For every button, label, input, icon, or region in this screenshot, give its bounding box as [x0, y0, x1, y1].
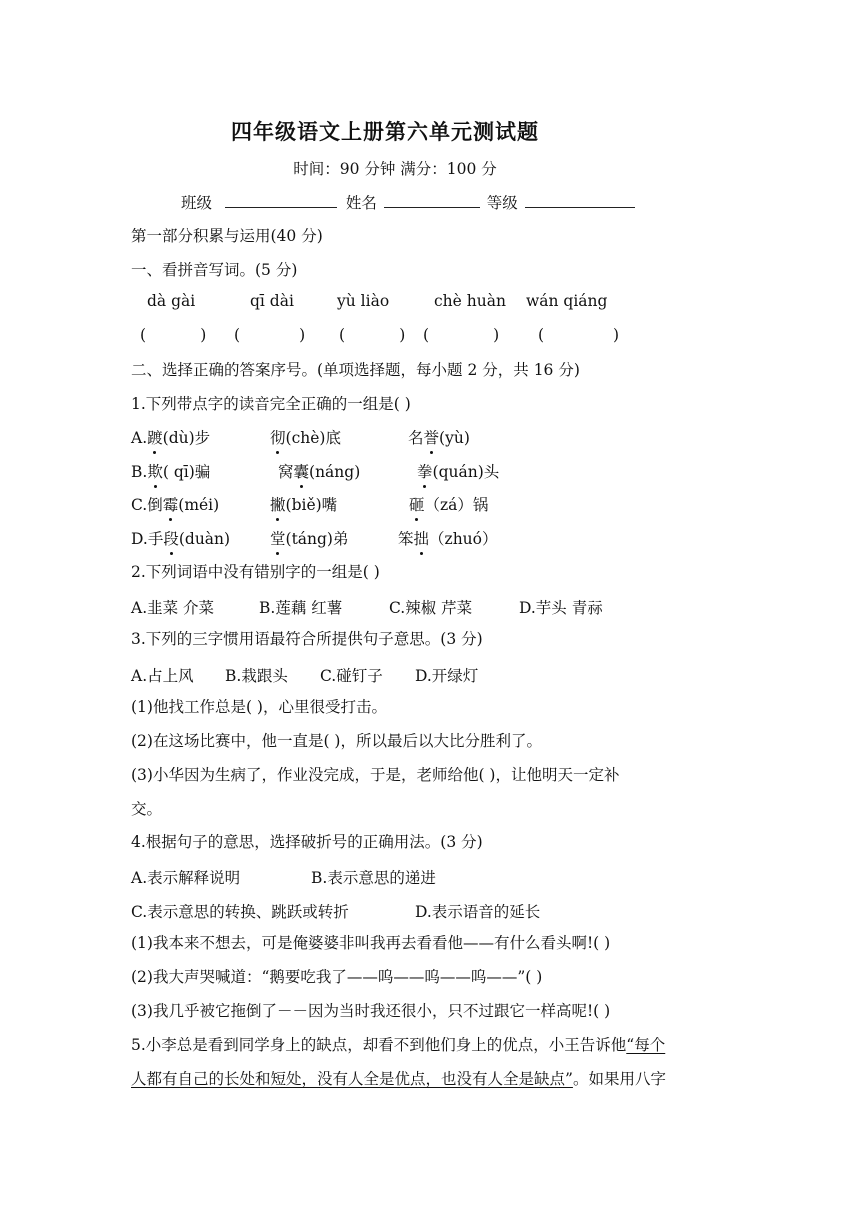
question-2-3-stem: 3.下列的三字惯用语最符合所提供句子意思。(3 分): [131, 630, 483, 648]
exam-page: 四年级语文上册第六单元测试题 时间：90 分钟 满分：100 分 班级 姓名 等级 第一部分积累与运用(40 分) 一、看拼音写词。(5 分) dà gài qī dài yù liào chè huàn wán qiáng ( ) ( ) ( ) ( ) ( ) 二、选择正确的答案序号。(单项选择题，每小题 2 分，共 16 分) 1.下列带点字的读音完全正确的一组是( ) A.踱(dù)步 彻(chè)底 名誉(yù) B.欺( qī)骗 窝囊(náng) 拳(quán)头 C.倒霉(méi) 撇(biě)嘴 砸（zá）锅 D.手段(duàn) 堂(táng)弟 笨拙（zhuó） 2.下列词语中没有错别字的一组是( ) A.韭菜 介菜 B.莲藕 红薯 C.辣椒 芹菜 D.芋头 青祘 3.下列的三字惯用语最符合所提供句子意思。(3 分) A.占上风 B.栽跟头 C.碰钉子 D.开绿灯 (1)他找工作总是( )，心里很受打击。 (2)在这场比赛中，他一直是( )，所以最后以大比分胜利了。 (3)小华因为生病了，作业没完成，于是，老师给他( )，让他明天一定补 交。 4.根据句子的意思，选择破折号的正确用法。(3 分) A.表示解释说明 B.表示意思的递进 C.表示意思的转换、跳跃或转折 D.表示语音的延长 (1)我本来不想去，可是俺婆婆非叫我再去看看他——有什么看头啊!( ) (2)我大声哭喊道：“鹅要吃我了——呜——呜——呜——”( ) (3)我几乎被它拖倒了－－因为当时我还很小，只不过跟它一样高呢!( ) 5.小李总是看到同学身上的缺点，却看不到他们身上的优点，小王告诉他“每个 人都有自己的长处和短处，没有人全是优点，也没有人全是缺点”。如果用八字: [0, 0, 860, 1216]
option-label: A.: [131, 429, 148, 447]
pinyin-item: yù liào: [337, 292, 390, 310]
option: A.表示解释说明: [131, 869, 241, 887]
dotted-char: 誉: [424, 426, 440, 448]
option: A.韭菜 介菜: [131, 599, 215, 617]
pinyin-item: qī dài: [250, 292, 294, 310]
option-label: B.: [131, 463, 148, 481]
class-label: 班级: [181, 194, 213, 212]
answer-box[interactable]: ( ): [538, 326, 620, 344]
sentence: (1)我本来不想去，可是俺婆婆非叫我再去看看他——有什么看头啊!( ): [131, 934, 611, 952]
part-one-heading: 第一部分积累与运用(40 分): [131, 227, 323, 245]
student-info-row: [181, 191, 635, 213]
question-one-heading: 一、看拼音写词。(5 分): [131, 261, 298, 279]
question-2-1-stem: 1.下列带点字的读音完全正确的一组是( ): [131, 395, 411, 413]
name-blank[interactable]: [384, 193, 480, 208]
answer-box[interactable]: ( ): [234, 326, 306, 344]
exam-time-score: 时间：90 分钟 满分：100 分: [293, 160, 497, 178]
pinyin-item: wán qiáng: [526, 292, 608, 310]
option: D.表示语音的延长: [415, 903, 541, 921]
dotted-char: 拳: [417, 460, 433, 482]
answer-box[interactable]: ( ): [140, 326, 207, 344]
dotted-char: 砸: [409, 493, 425, 515]
answer-box[interactable]: ( ): [423, 326, 500, 344]
option: D.开绿灯: [415, 667, 479, 685]
pinyin-item: dà gài: [147, 292, 196, 310]
option: C.碰钉子: [320, 667, 383, 685]
name-label: 姓名: [345, 194, 377, 212]
option-label: D.: [131, 530, 148, 548]
question-2-5-line-1: 5.小李总是看到同学身上的缺点，却看不到他们身上的优点，小王告诉他“每个: [131, 1036, 666, 1054]
sentence: (2)在这场比赛中，他一直是( )，所以最后以大比分胜利了。: [131, 732, 542, 750]
underlined-quote: “每个: [626, 1036, 666, 1054]
pinyin-item: chè huàn: [434, 292, 506, 310]
grade-blank[interactable]: [525, 193, 635, 208]
underlined-quote: 人都有自己的长处和短处，没有人全是优点，也没有人全是缺点”: [131, 1070, 573, 1088]
option: D.芋头 青祘: [519, 599, 603, 617]
question-2-4-stem: 4.根据句子的意思，选择破折号的正确用法。(3 分): [131, 833, 483, 851]
dotted-char: 撇: [270, 493, 286, 515]
dotted-char: 彻: [270, 426, 286, 448]
sentence: (3)小华因为生病了，作业没完成，于是，老师给他( )，让他明天一定补: [131, 766, 620, 784]
question-two-heading: 二、选择正确的答案序号。(单项选择题，每小题 2 分，共 16 分): [131, 361, 580, 379]
dotted-char: 堂: [270, 527, 286, 549]
dotted-char: 囊: [294, 460, 310, 482]
question-2-5-line-2: 人都有自己的长处和短处，没有人全是优点，也没有人全是缺点”。如果用八字: [131, 1070, 666, 1088]
sentence: (2)我大声哭喊道：“鹅要吃我了——呜——呜——呜——”( ): [131, 968, 543, 986]
sentence-continued: 交。: [131, 800, 163, 818]
class-blank[interactable]: [225, 193, 337, 208]
option: A.占上风: [131, 667, 194, 685]
page-title: 四年级语文上册第六单元测试题: [231, 120, 539, 144]
grade-label: 等级: [486, 194, 518, 212]
option: C.表示意思的转换、跳跃或转折: [131, 903, 349, 921]
option: B.表示意思的递进: [311, 869, 436, 887]
option-label: C.: [131, 496, 148, 514]
dotted-char: 拙: [414, 527, 430, 549]
answer-box[interactable]: ( ): [339, 326, 406, 344]
option: B.栽跟头: [225, 667, 288, 685]
sentence: (1)他找工作总是( )，心里很受打击。: [131, 698, 387, 716]
dotted-char: 霉: [163, 493, 179, 515]
option: B.莲藕 红薯: [259, 599, 343, 617]
question-2-2-stem: 2.下列词语中没有错别字的一组是( ): [131, 563, 380, 581]
sentence: (3)我几乎被它拖倒了－－因为当时我还很小，只不过跟它一样高呢!( ): [131, 1002, 611, 1020]
dotted-char: 欺: [147, 460, 163, 482]
dotted-char: 踱: [147, 426, 163, 448]
dotted-char: 段: [163, 527, 179, 549]
option: C.辣椒 芹菜: [389, 599, 473, 617]
